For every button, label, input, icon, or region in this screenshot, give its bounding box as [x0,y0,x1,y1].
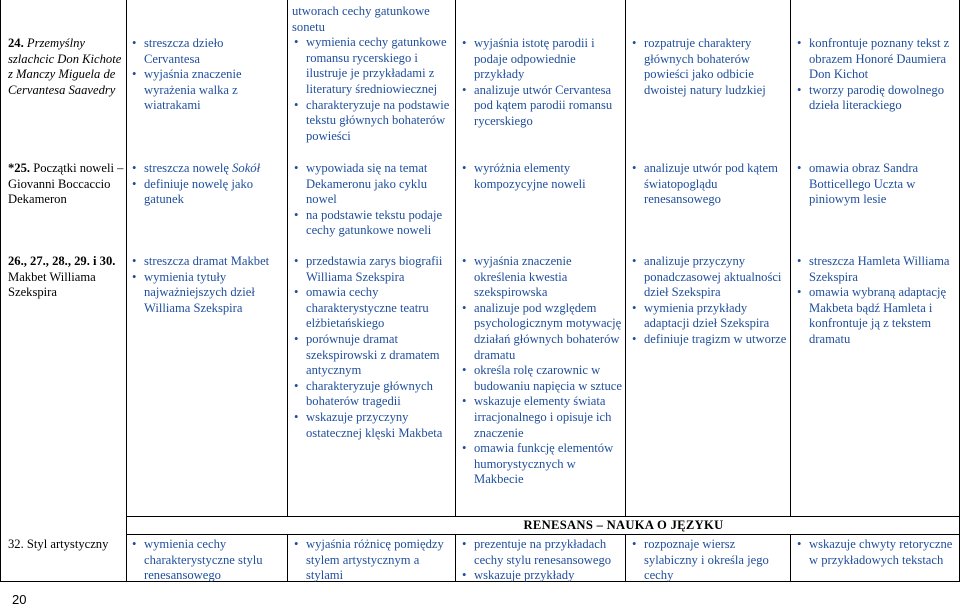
table-border-left [0,0,1,582]
list-item: • omawia obraz Sandra Botticellego Uczta w piniowym lesie [795,161,957,208]
excellent-requirements-24 [795,36,957,114]
excellent-requirements-32 [795,537,957,568]
list-item: • wyróżnia elementy kompozycyjne noweli [460,161,622,192]
extended-requirements-32 [460,537,622,584]
list-item: • analizuje pod względem psychologicznym motywację działań głównych bohaterów dramatu [460,301,622,363]
list-item: • streszcza dramat Makbet [130,254,280,270]
list-item: • omawia cechy charakterystyczne teatru elżbietańskiego [292,285,452,332]
list-item: • wymienia cechy charakterystyczne stylu renesansowego [130,537,285,584]
advanced-requirements-24 [630,36,788,98]
topic-title: Styl artystyczny [26,537,109,551]
list-item: • omawia wybraną adaptację Makbeta bądź Hamleta i konfrontuje ją z tekstem dramatu [795,285,957,347]
column-divider [455,0,456,516]
list-item: • wskazuje przyczyny ostatecznej klęski Makbeta [292,410,452,441]
list-item: • streszcza dzieło Cervantesa [130,36,280,67]
topic-number: *25. [8,161,31,175]
list-item: • wyjaśnia znaczenie wyrażenia walka z wiatrakami [130,67,280,114]
list-item: • wskazuje przykłady [460,568,622,584]
section-header: RENESANS – NAUKA O JĘZYKU [523,518,724,532]
topic-number: 24. [8,36,24,50]
intermediate-requirements-26-30 [292,254,452,441]
advanced-requirements-25 [630,161,788,208]
list-item: • definiuje nowelę jako gatunek [130,177,280,208]
extended-requirements-25 [460,161,622,192]
column-divider [625,0,626,516]
list-item: • konfrontuje poznany tekst z obrazem Honoré Daumiera Don Kichot [795,36,957,83]
list-item: • wyjaśnia znaczenie określenia kwestia szekspirowska [460,254,622,301]
column-divider [287,534,288,582]
basic-requirements-32 [130,537,285,584]
column-divider [625,534,626,582]
topic-title: Makbet Williama Szekspira [8,269,96,300]
column-divider [790,0,791,516]
list-item: • analizuje utwór pod kątem światopoglądu renesansowego [630,161,788,208]
list-item: • streszcza Hamleta Williama Szekspira [795,254,957,285]
intermediate-requirements-24 [292,4,452,144]
topic-cell-24 [8,36,124,98]
row-divider [126,534,960,535]
list-item [130,161,280,177]
list-item: • wskazuje chwyty retoryczne w przykładowych tekstach [795,537,957,568]
list-item: • wyjaśnia istotę parodii i podaje odpowiednie przykłady [460,36,622,83]
work-title: Sokół [232,161,261,175]
basic-requirements-26-30 [130,254,280,316]
extended-requirements-26-30 [460,254,622,488]
list-item: • analizuje przyczyny ponadczasowej aktualności dzieł Szekspira [630,254,788,301]
list-item: • omawia funkcję elementów humorystycznych w Makbecie [460,441,622,488]
list-item: • definiuje tragizm w utworze [630,332,788,348]
page-number: 20 [12,592,27,607]
topic-number: 26., 27., 28., 29. i 30. [8,254,116,268]
list-item: • przedstawia zarys biografii Williama Szekspira [292,254,452,285]
intermediate-requirements-32 [292,537,452,584]
topic-title: Przemyślny szlachcic Don Kichote z Manczy Miguela de Cervantesa Saavedry [8,36,122,97]
topic-cell-26-30 [8,254,124,301]
excellent-requirements-25 [795,161,957,208]
basic-requirements-25 [130,161,280,208]
list-item: • określa rolę czarownic w budowaniu napięcia w sztuce [460,363,622,394]
list-item: • wymienia przykłady adaptacji dzieł Szekspira [630,301,788,332]
list-item: • analizuje utwór Cervantesa pod kątem parodii romansu rycerskiego [460,83,622,130]
list-item: • wyjaśnia różnicę pomiędzy stylem artystycznym a stylami [292,537,452,584]
extended-requirements-24 [460,36,622,130]
column-divider [455,534,456,582]
list-item: • wymienia cechy gatunkowe romansu rycerskiego i ilustruje je przykładami z literatury średniowiecznej [292,35,452,97]
topic-number: 32. [8,537,24,551]
topic-title: Początki noweli – Giovanni Boccaccio Dekameron [8,161,124,207]
list-item: • charakteryzuje na podstawie tekstu głównych bohaterów powieści [292,98,452,145]
list-item-continued: utworach cechy gatunkowe sonetu [292,4,430,34]
topic-cell-25 [8,161,124,208]
list-item: • porównuje dramat szekspirowski z dramatem antycznym [292,332,452,379]
list-item: • rozpatruje charaktery głównych bohaterów powieści jako odbicie dwoistej natury ludzkiej [630,36,788,98]
column-divider [287,0,288,516]
list-item: • prezentuje na przykładach cechy stylu renesansowego [460,537,622,568]
column-divider [790,534,791,582]
list-item: • wymienia tytuły najważniejszych dzieł Williama Szekspira [130,270,280,317]
advanced-requirements-32 [630,537,788,584]
topic-cell-32 [8,537,126,553]
column-divider [126,0,127,582]
advanced-requirements-26-30 [630,254,788,348]
list-item: • rozpoznaje wiersz sylabiczny i określa jego cechy [630,537,788,584]
basic-requirements-24 [130,36,280,114]
list-item-text: streszcza nowelę [144,161,233,175]
list-item: • tworzy parodię dowolnego dzieła literackiego [795,83,957,114]
list-item: • charakteryzuje głównych bohaterów tragedii [292,379,452,410]
intermediate-requirements-25 [292,161,452,239]
excellent-requirements-26-30 [795,254,957,348]
list-item: • na podstawie tekstu podaje cechy gatunkowe noweli [292,208,452,239]
list-item: • wypowiada się na temat Dekameronu jako cyklu nowel [292,161,452,208]
list-item: • wskazuje elementy świata irracjonalnego i opisuje ich znaczenie [460,394,622,441]
